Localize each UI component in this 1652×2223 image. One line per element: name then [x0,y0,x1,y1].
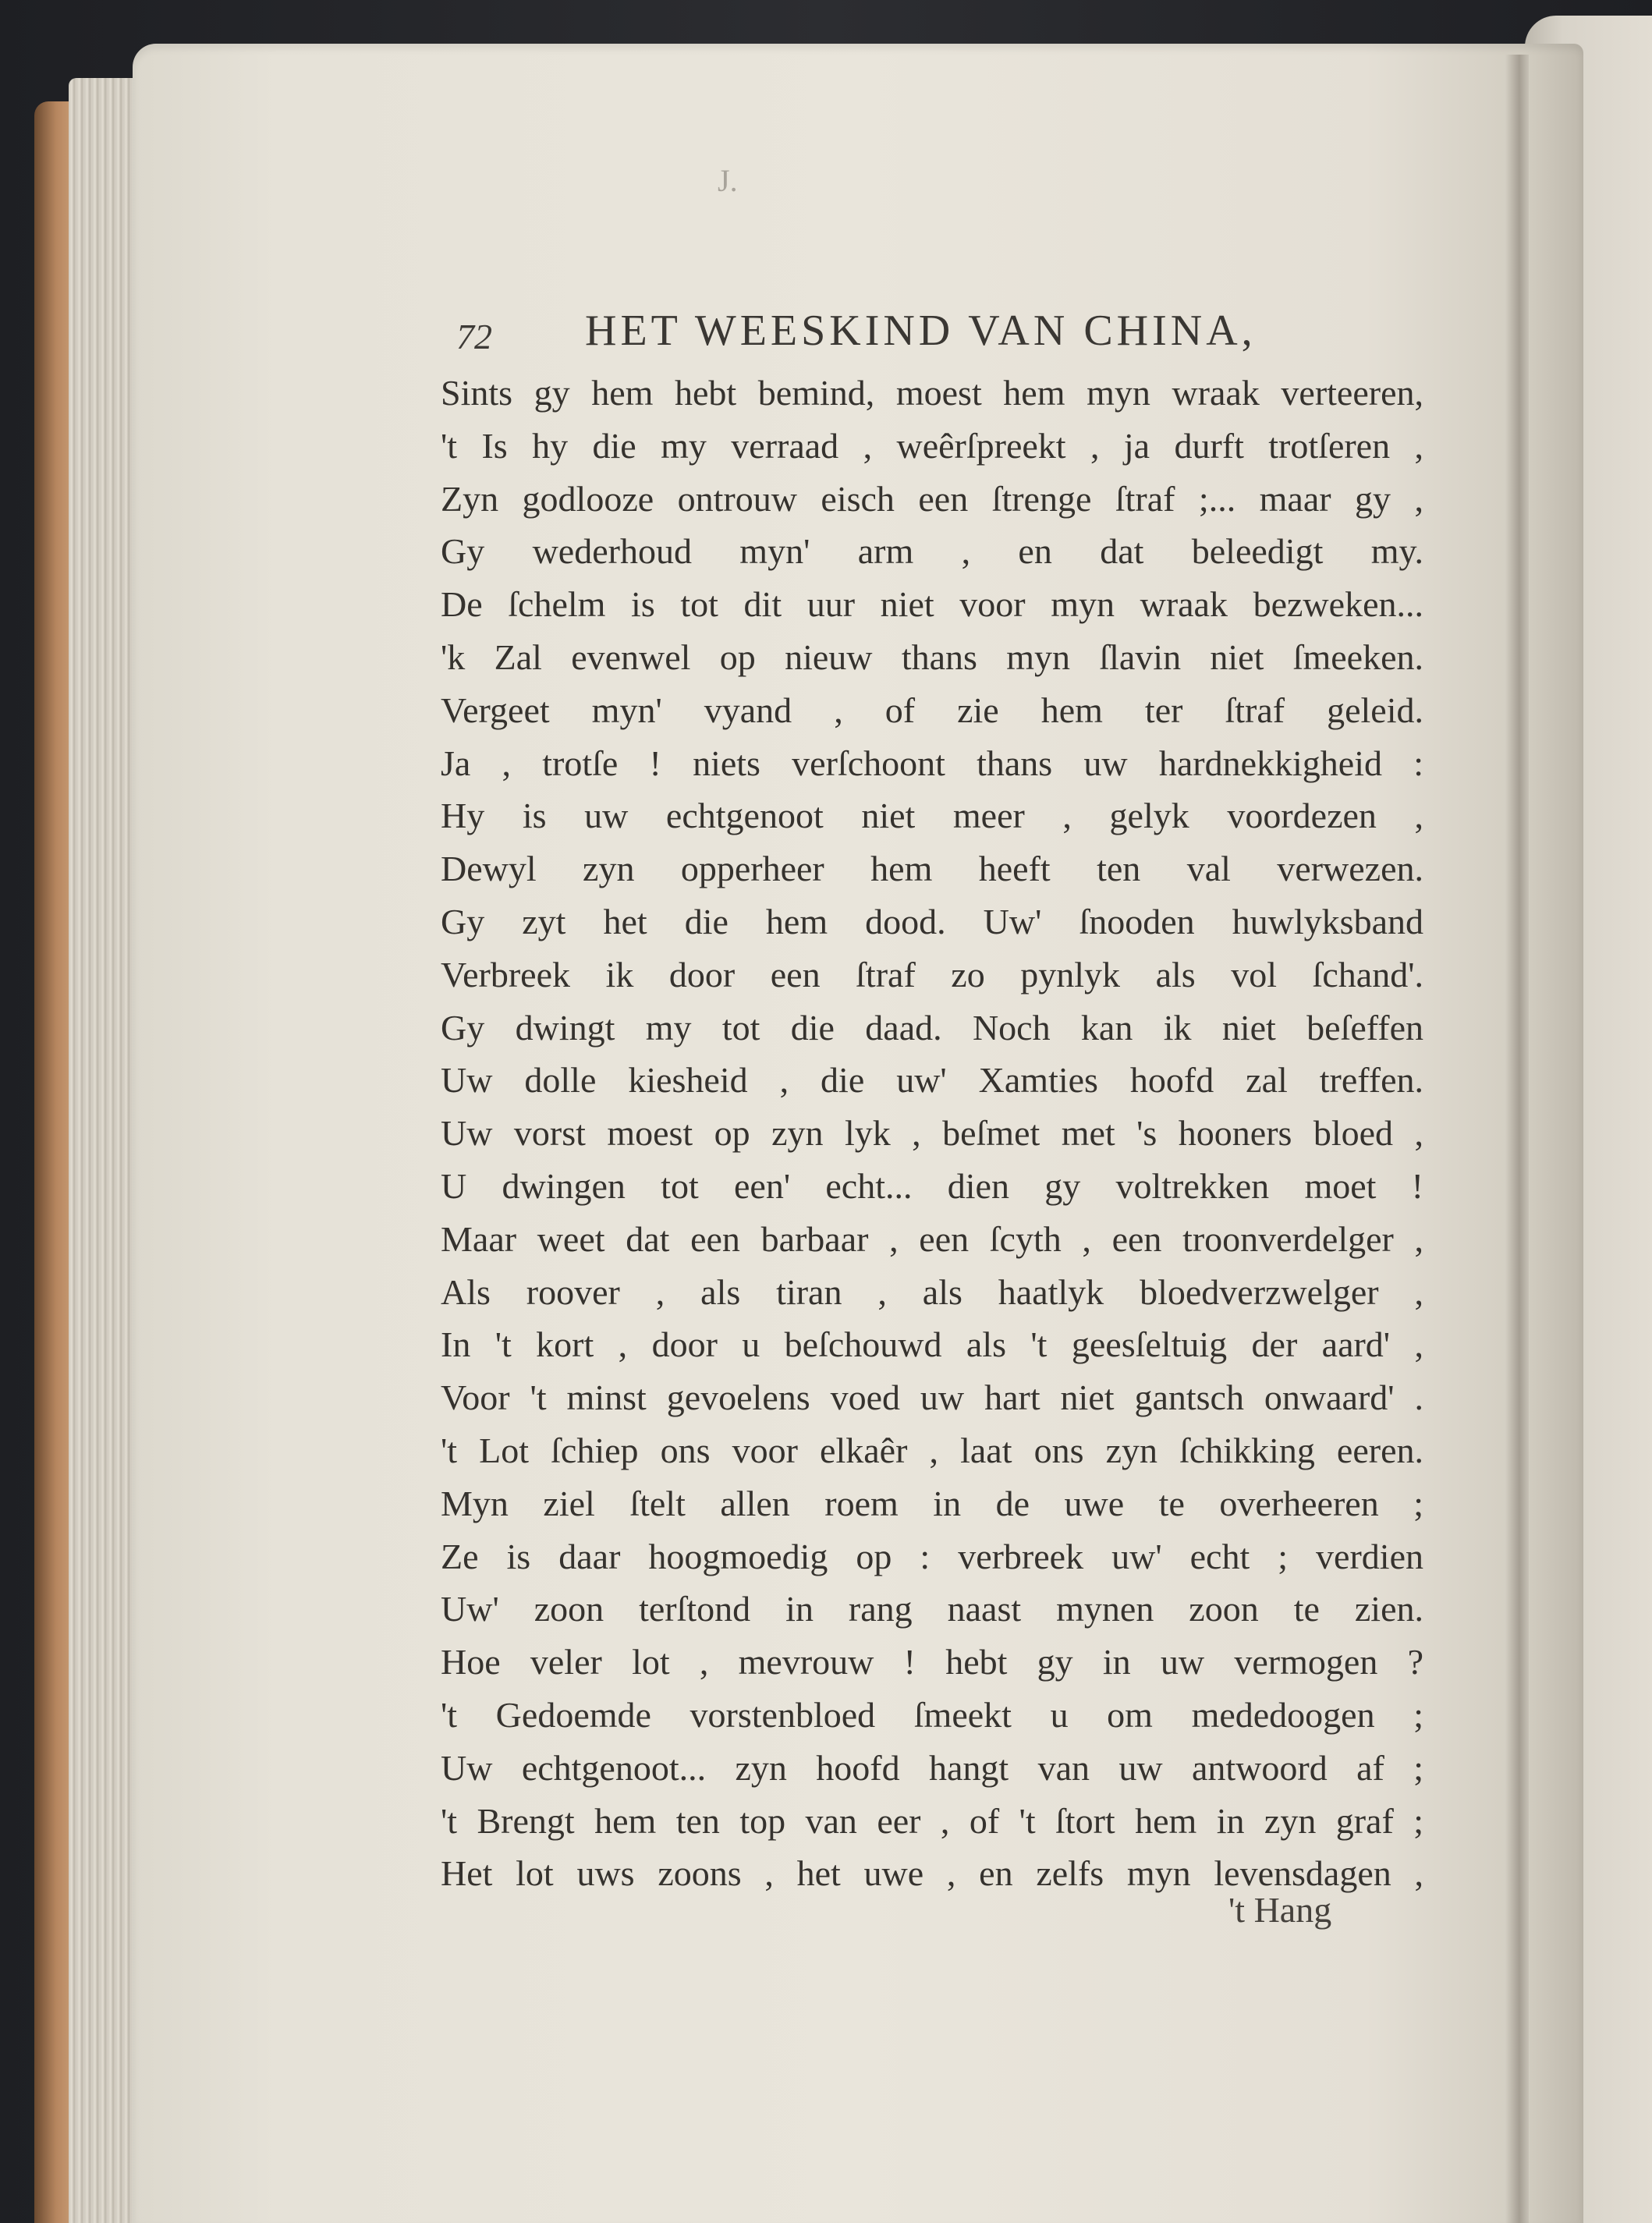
verse-line: 't Is hy die my verraad , weêrſpreekt , ja durft trotſeren , [441,425,1423,466]
verse-line: Hy is uw echtgenoot niet meer , gelyk voordezen , [441,796,1423,836]
verse-line: Sints gy hem hebt bemind, moest hem myn wraak verteeren, [441,373,1423,413]
verse-line: U dwingen tot een' echt... dien gy voltrekken moet ! [441,1165,1423,1206]
page-gutter-shadow [1505,55,1529,2223]
verse-line: Maar weet dat een barbaar , een ſcyth , een troonverdelger , [441,1218,1423,1259]
verse-line: Uw' zoon terſtond in rang naast mynen zoon te zien. [441,1589,1423,1629]
verse-line: Ze is daar hoogmoedig op : verbreek uw' echt ; verdien [441,1536,1423,1576]
verse-line: Als roover , als tiran , als haatlyk bloedverzwelger , [441,1271,1423,1312]
signature-mark: J. [718,163,738,198]
verse-line: Het lot uws zoons , het uwe , en zelfs myn levensdagen , [441,1853,1423,1894]
verse-line: Gy dwingt my tot die daad. Noch kan ik niet beſeffen [441,1007,1423,1048]
verse-line: In 't kort , door u beſchouwd als 't geesſeltuig der aard' , [441,1324,1423,1365]
verse-line: Dewyl zyn opperheer hem heeft ten val verwezen. [441,849,1423,889]
verse-line: Uw echtgenoot... zyn hoofd hangt van uw antwoord af ; [441,1747,1423,1788]
page-number: 72 [456,317,492,356]
verse-line: Verbreek ik door een ſtraf zo pynlyk als vol ſchand'. [441,954,1423,994]
verse-line: 't Brengt hem ten top van eer , of 't ſtort hem in zyn graf ; [441,1800,1423,1841]
verse-line: Hoe veler lot , mevrouw ! hebt gy in uw vermogen ? [441,1642,1423,1682]
verse-line: Zyn godlooze ontrouw eisch een ſtrenge ſtraf ;... maar gy , [441,478,1423,519]
verse-line: 't Gedoemde vorstenbloed ſmeekt u om mededoogen ; [441,1694,1423,1735]
verse-line: Uw dolle kiesheid , die uw' Xamties hoofd zal treffen. [441,1060,1423,1101]
verse-line: Uw vorst moest op zyn lyk , beſmet met 's hooners bloed , [441,1113,1423,1154]
verse-line: Ja , trotſe ! niets verſchoont thans uw hardnekkigheid : [441,743,1423,783]
running-title: HET WEESKIND VAN CHINA, [585,307,1257,355]
verse-line: 't Lot ſchiep ons voor elkaêr , laat ons zyn ſchikking eeren. [441,1430,1423,1470]
verse-line: De ſchelm is tot dit uur niet voor myn wraak bezweken... [441,584,1423,625]
verse-text [441,367,1423,1900]
verse-line: Vergeet myn' vyand , of zie hem ter ſtraf geleid. [441,690,1423,730]
verse-line: Myn ziel ſtelt allen roem in de uwe te overheeren ; [441,1483,1423,1523]
verse-line: Gy zyt het die hem dood. Uw' ſnooden huwlyksband [441,901,1423,941]
verse-line: Gy wederhoud myn' arm , en dat beleedigt my. [441,531,1423,572]
verse-line: Voor 't minst gevoelens voed uw hart niet gantsch onwaard' . [441,1377,1423,1418]
verse-line: 'k Zal evenwel op nieuw thans myn ſlavin niet ſmeeken. [441,636,1423,677]
catchword: 't Hang [1228,1890,1332,1930]
